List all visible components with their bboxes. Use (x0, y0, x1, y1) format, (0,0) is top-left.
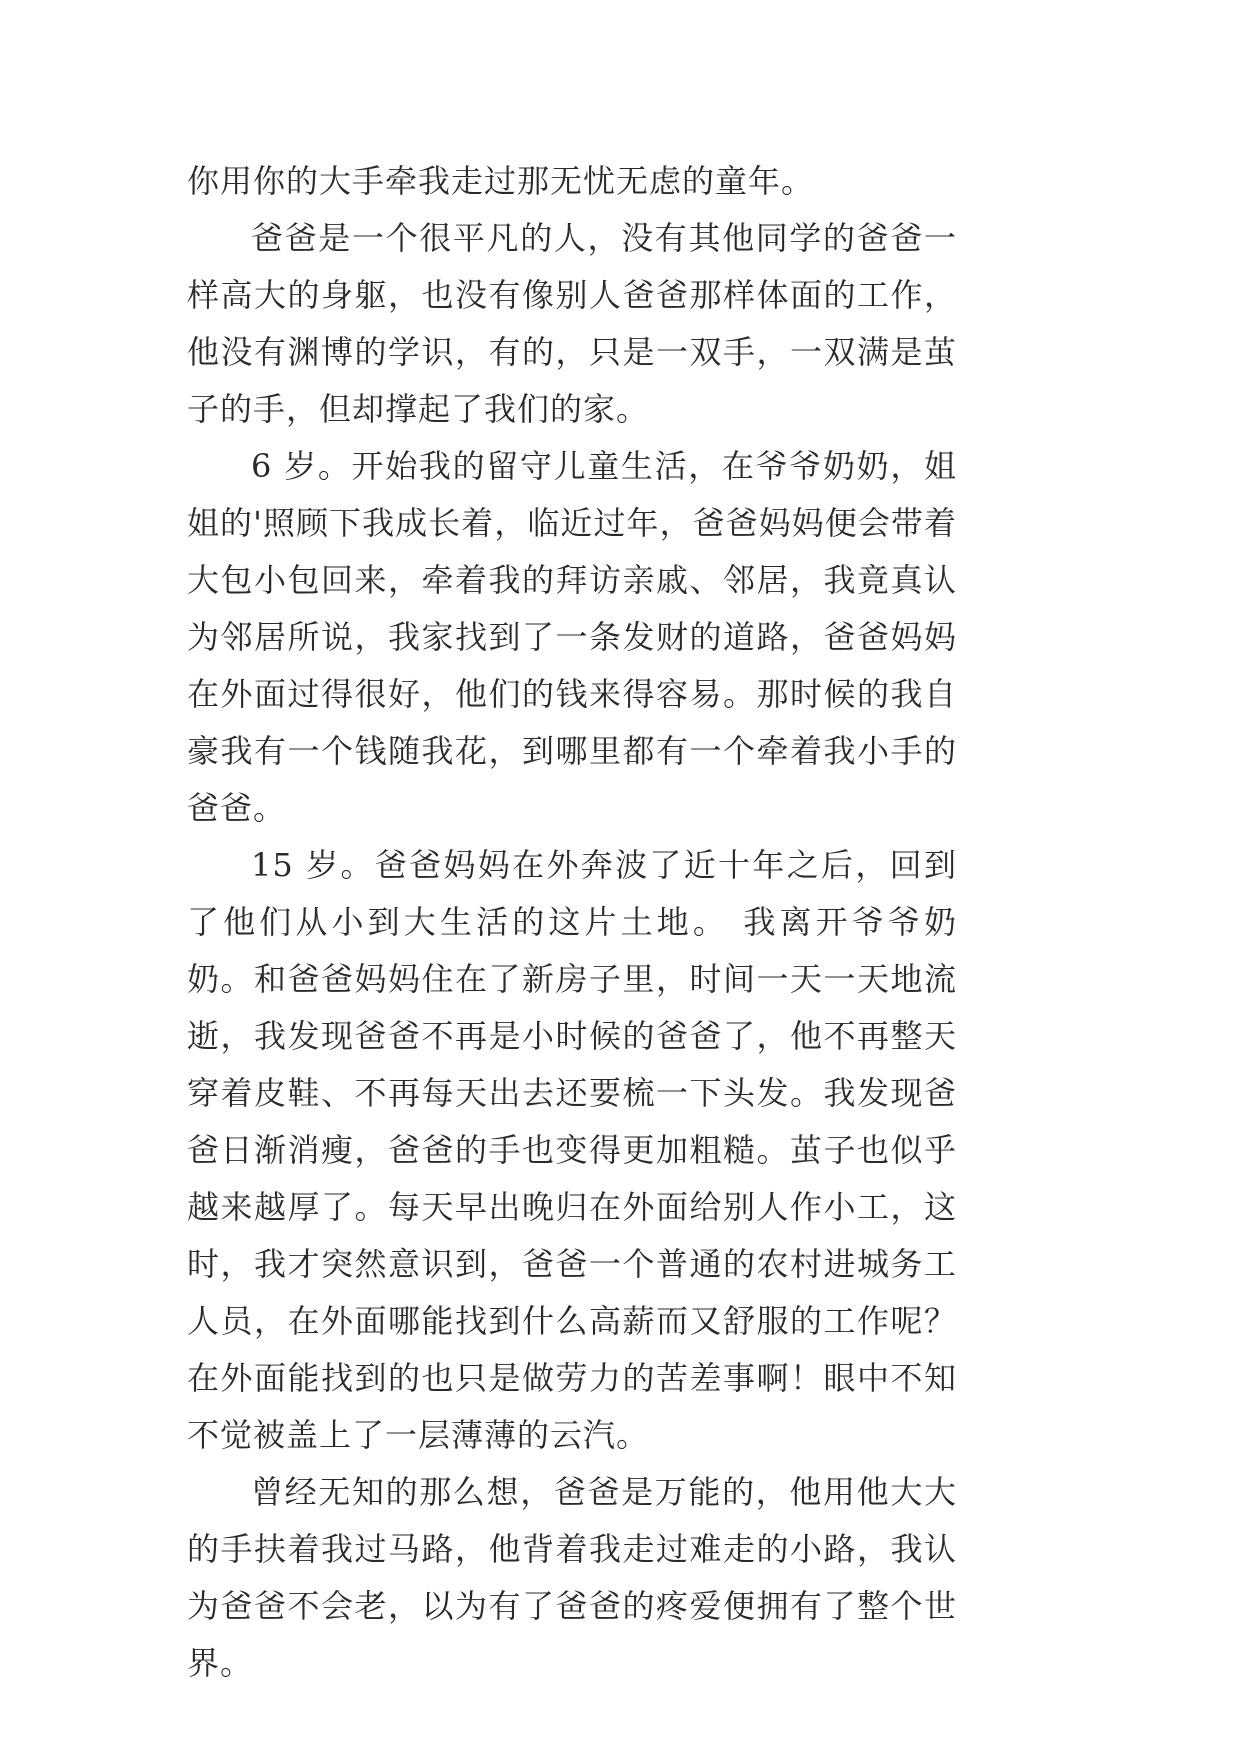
paragraph-2: 爸爸是一个很平凡的人，没有其他同学的爸爸一样高大的身躯，也没有像别人爸爸那样体面的工作，他没有渊博的学识，有的，只是一双手，一双满是茧子的手，但却撑起了我们的家。 (187, 219, 957, 428)
paragraph-3: 6 岁。开始我的留守儿童生活，在爷爷奶奶，姐姐的'照顾下我成长着，临近过年，爸爸妈妈便会带着大包小包回来，牵着我的拜访亲戚、邻居，我竟真认为邻居所说，我家找到了一条发财的道路，爸爸妈妈在外面过得很好，他们的钱来得容易。那时候的我自豪我有一个钱随我花，到哪里都有一个牵着我小手的爸爸。 (187, 447, 957, 827)
paragraph-5: 曾经无知的那么想，爸爸是万能的，他用他大大的手扶着我过马路，他背着我走过难走的小路，我认为爸爸不会老，以为有了爸爸的疼爱便拥有了整个世界。 (187, 1473, 957, 1682)
paragraph-1: 你用你的大手牵我走过那无忧无虑的童年。 (187, 162, 815, 200)
paragraph-4: 15 岁。爸爸妈妈在外奔波了近十年之后，回到了他们从小到大生活的这片土地。 我离开爷爷奶奶。和爸爸妈妈住在了新房子里，时间一天一天地流逝，我发现爸爸不再是小时候的爸爸了，他不再整天穿着皮鞋、不再每天出去还要梳一下头发。我发现爸爸日渐消瘦，爸爸的手也变得更加粗糙。茧子也似乎越来越厚了。每天早出晚归在外面给别人作小工，这时，我才突然意识到，爸爸一个普通的农村进城务工人员，在外面哪能找到什么高薪而又舒服的工作呢？在外面能找到的也只是做劳力的苦差事啊！眼中不知不觉被盖上了一层薄薄的云汽。 (187, 846, 957, 1454)
document-page (187, 153, 957, 1692)
